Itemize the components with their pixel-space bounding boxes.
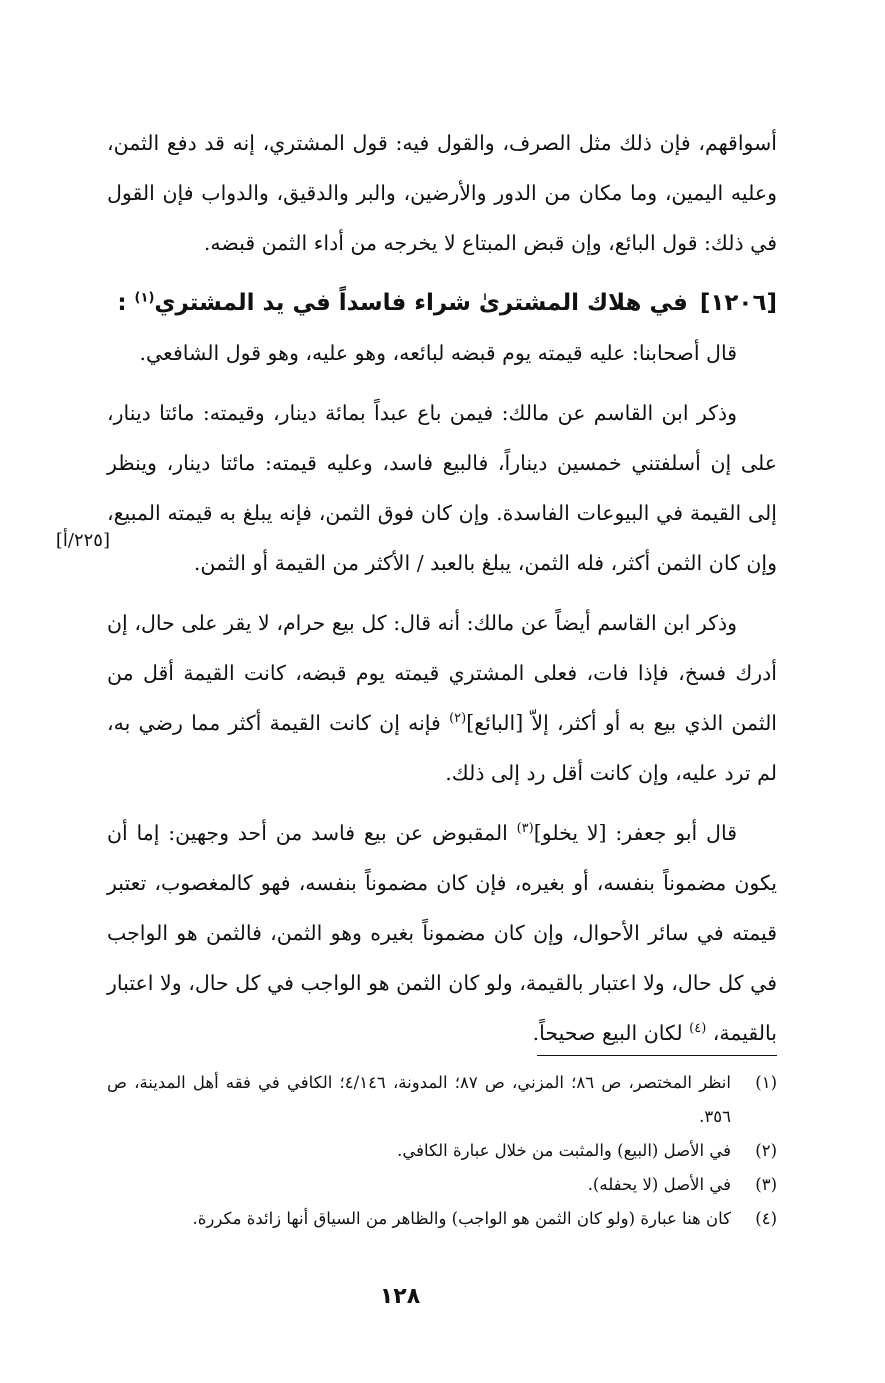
footnote-separator — [537, 1055, 777, 1056]
manuscript-folio-marker: [٢٢٥/أ] — [55, 530, 110, 551]
footnote-number: (١) — [755, 1073, 777, 1092]
paragraph-5-part-c: لكان البيع صحيحاً. — [532, 1021, 690, 1045]
paragraph-5-part-b: المقبوض عن بيع فاسد من أحد وجهين: إما أن يكون مضموناً بنفسه، أو بغيره، فإن كان مضموناً بنفسه، فهو كالمغصوب، تعتبر قيمته في سائر الأحوال، وإن كان مضموناً بغيره وهو الثمن، فالثمن هو الواجب في كل حال، ولا اعتبار بالقيمة، ولو كان الثمن هو الواجب في كل حال، ولا اعتبار بالقيمة، — [107, 821, 777, 1045]
footnote-3 — [107, 1168, 777, 1202]
paragraph-1: أسواقهم، فإن ذلك مثل الصرف، والقول فيه: قول المشتري، إنه قد دفع الثمن، وعليه اليمين، وما مكان من الدور والأرضين، والبر والدقيق، والدواب فإن القول في ذلك: قول البائع، وإن قبض المبتاع لا يخرجه من أداء الثمن قبضه. — [107, 131, 777, 255]
section-title: في هلاك المشترىٰ شراء فاسداً في يد المشتري — [154, 290, 688, 316]
page-number: ١٢٨ — [379, 1284, 421, 1309]
main-text — [107, 118, 777, 1068]
paragraph-4 — [107, 598, 777, 798]
footnote-ref-3: (٣) — [516, 821, 534, 837]
footnotes — [107, 1066, 777, 1236]
footnote-ref-4: (٤) — [689, 1021, 707, 1037]
footnote-text: في الأصل (لا يحفله). — [587, 1175, 731, 1194]
footnote-2 — [107, 1134, 777, 1168]
footnote-text: في الأصل (البيع) والمثبت من خلال عبارة الكافي. — [397, 1141, 731, 1160]
section-number: [١٢٠٦] — [699, 290, 777, 316]
footnote-number: (٢) — [755, 1141, 777, 1160]
paragraph-4-part-b: فإنه إن كانت القيمة أكثر مما رضي به، لم ترد عليه، وإن كانت أقل رد إلى ذلك. — [107, 711, 777, 785]
paragraph-4-part-a: وذكر ابن القاسم أيضاً عن مالك: أنه قال: كل بيع حرام، لا يقر على حال، إن أدرك فسخ، فإذا فات، فعلى المشتري قيمته يوم قبضه، كانت القيمة أقل من الثمن الذي بيع به أو أكثر، إلاّ [البائع] — [107, 611, 778, 735]
footnote-4 — [107, 1202, 777, 1236]
footnote-number: (٣) — [755, 1175, 777, 1194]
footnote-number: (٤) — [755, 1209, 777, 1228]
footnote-text: انظر المختصر، ص ٨٦؛ المزني، ص ٨٧؛ المدونة، ٤/١٤٦؛ الكافي في فقه أهل المدينة، ص ٣٥٦. — [107, 1073, 731, 1126]
footnote-text: كان هنا عبارة (ولو كان الثمن هو الواجب) والظاهر من السياق أنها زائدة مكررة. — [192, 1209, 731, 1228]
paragraph-2: قال أصحابنا: عليه قيمته يوم قبضه لبائعه، وهو عليه، وهو قول الشافعي. — [139, 341, 737, 365]
paragraph-3: وذكر ابن القاسم عن مالك: فيمن باع عبداً بمائة دينار، وقيمته: مائتا دينار، على إن أسلفتني خمسين ديناراً، فالبيع فاسد، وعليه قيمته: مائتا دينار، وينظر إلى القيمة في البيوعات الفاسدة. وإن كان فوق الثمن، فإنه يبلغ به قيمته المبيع، وإن كان الثمن أكثر، فله الثمن، يبلغ بالعبد / الأكثر من القيمة أو الثمن. — [107, 401, 777, 575]
paragraph-5-part-a: قال أبو جعفر: [لا يخلو] — [533, 821, 737, 845]
footnote-ref-2: (٢) — [449, 711, 467, 727]
footnote-1 — [107, 1066, 777, 1134]
footnote-ref-1: (١) — [134, 290, 155, 306]
heading-colon: : — [117, 290, 127, 316]
paragraph-5 — [107, 808, 777, 1058]
section-heading — [107, 278, 777, 328]
